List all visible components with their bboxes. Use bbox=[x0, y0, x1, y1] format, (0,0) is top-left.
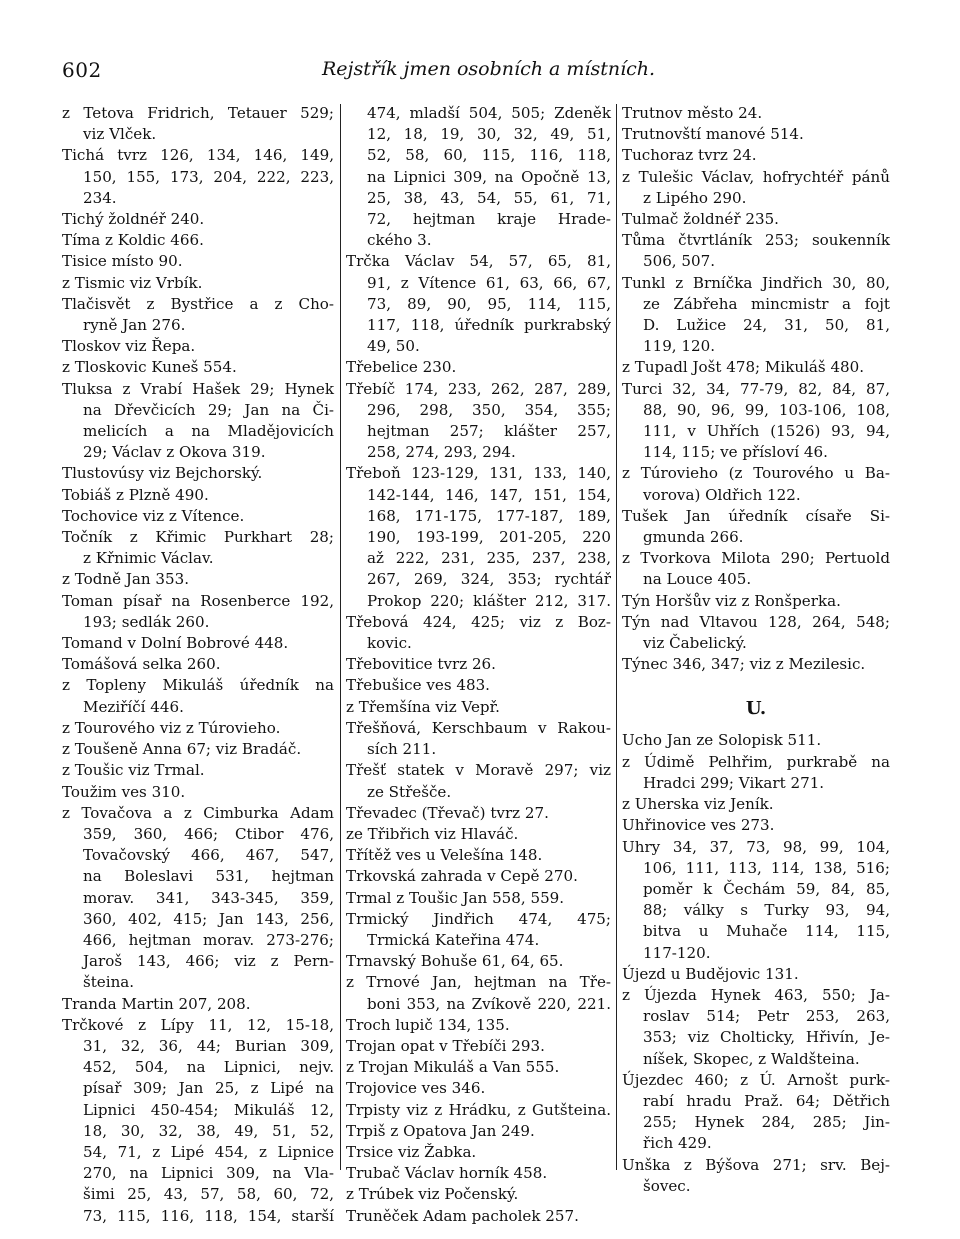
index-entry-continuation: Hradci 299; Vikart 271. bbox=[643, 773, 825, 792]
index-entry-continuation: Jaroš 143, 466; viz z Pern- bbox=[83, 952, 334, 971]
index-entry-continuation: Meziříčí 446. bbox=[83, 697, 184, 716]
page-number: 602 bbox=[62, 58, 102, 82]
index-entry-continuation: Prokop 220; klášter 212, 317. bbox=[367, 591, 611, 610]
index-entry-continuation: 466, hejtman morav. 273-276; bbox=[83, 930, 334, 949]
index-entry-continuation: 142-144, 146, 147, 151, 154, bbox=[367, 485, 611, 504]
index-entry-continuation: 255; Hynek 284, 285; Jin- bbox=[643, 1113, 890, 1132]
index-entry: Ucho Jan ze Solopisk 511. bbox=[622, 731, 822, 750]
index-entry: z Uherska viz Jeník. bbox=[622, 795, 774, 814]
index-entry-continuation: 88, 90, 96, 99, 103-106, 108, bbox=[643, 400, 890, 419]
index-entry: Trmický Jindřich 474, 475; bbox=[346, 909, 611, 928]
index-entry-continuation: 353; viz Cholticky, Hřivín, Je- bbox=[643, 1028, 890, 1047]
index-entry-continuation: poměr k Čechám 59, 84, 85, bbox=[643, 879, 890, 898]
index-entry: Třešňová, Kerschbaum v Rakou- bbox=[346, 718, 611, 737]
index-entry-continuation: 234. bbox=[83, 188, 117, 207]
index-entry-continuation: písař 309; Jan 25, z Lipé na bbox=[83, 1079, 334, 1098]
index-entry-continuation: bitva u Muhače 114, 115, bbox=[643, 922, 890, 941]
index-entry: Újezd u Budějovic 131. bbox=[622, 964, 799, 983]
index-entry: Troch lupič 134, 135. bbox=[346, 1015, 510, 1034]
index-entry: z Trnové Jan, hejtman na Tře- bbox=[346, 973, 611, 992]
index-column-3 bbox=[622, 103, 890, 1197]
index-entry-continuation: 117-120. bbox=[643, 943, 711, 962]
index-entry: Točník z Křimic Purkhart 28; bbox=[62, 528, 334, 547]
index-entry: Tisice místo 90. bbox=[62, 252, 183, 271]
section-heading-u: U. bbox=[745, 698, 767, 720]
index-entry-continuation: 168, 171-175, 177-187, 189, bbox=[367, 506, 611, 525]
index-entry: z Tourového viz z Túrovieho. bbox=[62, 718, 281, 737]
index-entry: Tůma čtvrtláník 253; soukenník bbox=[622, 231, 890, 250]
index-entry-continuation: šteina. bbox=[83, 973, 135, 992]
index-entry: Tochovice viz z Vítence. bbox=[62, 506, 245, 525]
index-entry-continuation: Lipnici 450-454; Mikuláš 12, bbox=[83, 1100, 334, 1119]
index-entry-continuation: 193; sedlák 260. bbox=[83, 612, 210, 631]
index-entry: z Tulešic Václav, hofrychtéř pánů bbox=[622, 167, 890, 186]
index-entry: Trpisty viz z Hrádku, z Gutšteina. bbox=[346, 1100, 611, 1119]
index-entry-continuation: 12, 18, 19, 30, 32, 49, 51, bbox=[367, 125, 611, 144]
index-entry: z Újezda Hynek 463, 550; Ja- bbox=[622, 985, 890, 1004]
index-entry-continuation: na Lipnici 309, na Opočně 13, bbox=[367, 167, 611, 186]
index-entry-continuation: 452, 504, na Lipnici, nejv. bbox=[83, 1058, 334, 1077]
column-divider bbox=[616, 104, 617, 1170]
index-entry: Třevadec (Třevač) tvrz 27. bbox=[346, 803, 549, 822]
index-entry-continuation: níšek, Skopec, z Waldšteina. bbox=[643, 1049, 860, 1068]
index-entry: Tušek Jan úředník císaře Si- bbox=[622, 506, 890, 525]
index-entry: Tomand v Dolní Bobrové 448. bbox=[62, 634, 289, 653]
index-entry: z Trúbek viz Počenský. bbox=[346, 1185, 519, 1204]
index-entry-continuation: ckého 3. bbox=[367, 231, 432, 250]
index-entry-continuation: 52, 58, 60, 115, 116, 118, bbox=[367, 146, 611, 165]
index-entry: Třešť statek v Moravě 297; viz bbox=[346, 761, 611, 780]
index-entry-continuation: 258, 274, 293, 294. bbox=[367, 443, 516, 462]
index-entry: Újezdec 460; z Ú. Arnošt purk- bbox=[622, 1070, 890, 1089]
index-entry-continuation: 111, v Uhřích (1526) 93, 94, bbox=[643, 422, 890, 441]
index-entry: Třebušice ves 483. bbox=[346, 676, 490, 695]
running-title: Rejstřík jmen osobních a místních. bbox=[322, 58, 656, 80]
index-entry: Tunkl z Brníčka Jindřich 30, 80, bbox=[622, 273, 890, 292]
index-entry: z Údimě Pelhřim, purkrabě na bbox=[622, 752, 890, 771]
index-entry-continuation: 359, 360, 466; Ctibor 476, bbox=[83, 824, 334, 843]
index-entry: z Tismic viz Vrbík. bbox=[62, 273, 203, 292]
index-entry-continuation: morav. 341, 343-345, 359, bbox=[83, 888, 334, 907]
index-entry: Tloskov viz Řepa. bbox=[62, 337, 196, 356]
index-entry: Unška z Býšova 271; srv. Bej- bbox=[622, 1155, 890, 1174]
index-entry-continuation: ze Zábřeha mincmistr a fojt bbox=[643, 294, 890, 313]
index-entry-continuation: až 222, 231, 235, 237, 238, bbox=[367, 549, 611, 568]
index-entry: Tobiáš z Plzně 490. bbox=[62, 485, 209, 504]
index-entry-continuation: hejtman 257; klášter 257, bbox=[367, 422, 611, 441]
index-entry: z Tvorkova Milota 290; Pertuold bbox=[622, 549, 890, 568]
index-entry: Trkovská zahrada v Cepě 270. bbox=[346, 867, 578, 886]
index-entry: Trpiš z Opatova Jan 249. bbox=[346, 1121, 535, 1140]
index-entry-continuation: na Dřevčicích 29; Jan na Či- bbox=[83, 400, 334, 419]
index-entry: Tíma z Koldic 466. bbox=[62, 231, 204, 250]
index-entry-continuation: 73, 89, 90, 95, 114, 115, bbox=[367, 294, 611, 313]
index-entry: z Toušeně Anna 67; viz Bradáč. bbox=[62, 740, 302, 759]
index-entry-continuation: 88; války s Turky 93, 94, bbox=[643, 901, 890, 920]
index-entry-continuation: viz Čabelický. bbox=[643, 634, 747, 653]
index-entry-continuation: Trmická Kateřina 474. bbox=[367, 930, 540, 949]
index-entry-continuation: 18, 30, 32, 38, 49, 51, 52, bbox=[83, 1121, 334, 1140]
index-entry-continuation: 114, 115; ve přísloví 46. bbox=[643, 443, 828, 462]
index-entry: Třebelice 230. bbox=[346, 358, 457, 377]
index-entry-continuation: 296, 298, 350, 354, 355; bbox=[367, 400, 611, 419]
index-entry: ze Třibřich viz Hlaváč. bbox=[346, 824, 519, 843]
index-entry: Toužim ves 310. bbox=[62, 782, 186, 801]
index-entry-continuation: 117, 118, úředník purkrabský bbox=[367, 316, 611, 335]
index-entry: z Tetova Fridrich, Tetauer 529; bbox=[62, 104, 334, 122]
index-entry-continuation: 25, 38, 43, 54, 55, 61, 71, bbox=[367, 188, 611, 207]
index-entry-continuation: D. Lužice 24, 31, 50, 81, bbox=[643, 316, 890, 335]
index-entry: Uhřinovice ves 273. bbox=[622, 816, 775, 835]
index-entry: z Tovačova a z Cimburka Adam bbox=[62, 803, 334, 822]
index-entry: Trmal z Toušic Jan 558, 559. bbox=[346, 888, 565, 907]
index-entry-continuation: 91, z Vítence 61, 63, 66, 67, bbox=[367, 273, 611, 292]
index-column-2 bbox=[346, 103, 611, 1227]
index-entry-continuation: 119, 120. bbox=[643, 337, 716, 356]
index-entry: Třebovitice tvrz 26. bbox=[346, 655, 496, 674]
index-entry: Trojan opat v Třebíči 293. bbox=[346, 1036, 545, 1055]
index-entry-continuation: 506, 507. bbox=[643, 252, 716, 271]
column-divider bbox=[340, 104, 341, 1170]
index-entry: Tluksa z Vrabí Hašek 29; Hynek bbox=[62, 379, 334, 398]
index-entry: Tichý žoldnéř 240. bbox=[62, 210, 205, 229]
index-entry-continuation: 190, 193-199, 201-205, 220 bbox=[367, 528, 611, 547]
index-entry: Truněček Adam pacholek 257. bbox=[346, 1206, 579, 1225]
index-entry-continuation: 474, mladší 504, 505; Zdeněk bbox=[367, 104, 611, 122]
index-entry-continuation: boni 353, na Zvíkově 220, 221. bbox=[367, 994, 611, 1013]
index-entry: Třebíč 174, 233, 262, 287, 289, bbox=[346, 379, 611, 398]
index-entry: Třítěž ves u Velešína 148. bbox=[346, 846, 543, 865]
index-entry: Turci 32, 34, 77-79, 82, 84, 87, bbox=[622, 379, 890, 398]
index-entry-continuation: 72, hejtman kraje Hrade- bbox=[367, 210, 611, 229]
index-entry: Trčkové z Lípy 11, 12, 15-18, bbox=[62, 1015, 334, 1034]
index-entry-continuation: 73, 115, 116, 118, 154, starší bbox=[83, 1206, 334, 1225]
index-column-3-before bbox=[622, 103, 890, 675]
index-entry: Tichá tvrz 126, 134, 146, 149, bbox=[62, 146, 334, 165]
index-entry-continuation: kovic. bbox=[367, 634, 412, 653]
index-entry-continuation: 360, 402, 415; Jan 143, 256, bbox=[83, 909, 334, 928]
index-entry-continuation: Tovačovský 466, 467, 547, bbox=[83, 846, 334, 865]
index-entry-continuation: rabí hradu Praž. 64; Dětřich bbox=[643, 1091, 890, 1110]
index-entry: Týn Horšův viz z Ronšperka. bbox=[622, 591, 841, 610]
index-entry: Trnavský Bohuše 61, 64, 65. bbox=[346, 952, 564, 971]
index-entry-continuation: na Boleslavi 531, hejtman bbox=[83, 867, 334, 886]
index-entry: Týn nad Vltavou 128, 264, 548; bbox=[622, 612, 890, 631]
index-entry: Tomášová selka 260. bbox=[62, 655, 221, 674]
index-entry-continuation: gmunda 266. bbox=[643, 528, 744, 547]
index-entry: Toman písař na Rosenberce 192, bbox=[62, 591, 334, 610]
index-entry-continuation: na Louce 405. bbox=[643, 570, 752, 589]
index-entry: z Třemšína viz Vepř. bbox=[346, 697, 500, 716]
index-entry: Trojovice ves 346. bbox=[346, 1079, 486, 1098]
index-entry: Tlačisvět z Bystřice a z Cho- bbox=[62, 294, 334, 313]
index-entry-continuation: 270, na Lipnici 309, na Vla- bbox=[83, 1164, 334, 1183]
index-column-3-after bbox=[622, 730, 890, 1196]
index-entry-continuation: 150, 155, 173, 204, 222, 223, bbox=[83, 167, 334, 186]
index-entry: z Toušic viz Trmal. bbox=[62, 761, 205, 780]
index-entry: z Trojan Mikuláš a Van 555. bbox=[346, 1058, 560, 1077]
index-entry-continuation: 54, 71, z Lipé 454, z Lipnice bbox=[83, 1142, 334, 1161]
index-column-1 bbox=[62, 103, 334, 1227]
index-entry-continuation: z Křnimic Václav. bbox=[83, 549, 214, 568]
index-entry-continuation: ze Střešče. bbox=[367, 782, 452, 801]
index-entry: z Todně Jan 353. bbox=[62, 570, 190, 589]
index-entry-continuation: melicích a na Mladějovicích bbox=[83, 422, 334, 441]
index-entry: Trčka Václav 54, 57, 65, 81, bbox=[346, 252, 611, 271]
index-entry-continuation: 29; Václav z Okova 319. bbox=[83, 443, 266, 462]
index-entry-continuation: sích 211. bbox=[367, 740, 437, 759]
index-entry-continuation: šovec. bbox=[643, 1176, 691, 1195]
index-entry-continuation: z Lipého 290. bbox=[643, 188, 747, 207]
index-entry-continuation: ryně Jan 276. bbox=[83, 316, 186, 335]
index-entry: z Tloskovic Kuneš 554. bbox=[62, 358, 237, 377]
index-entry: Trutnovští manové 514. bbox=[622, 125, 804, 144]
index-entry-continuation: 49, 50. bbox=[367, 337, 420, 356]
index-entry: Třebová 424, 425; viz z Boz- bbox=[346, 612, 611, 631]
index-entry: Tulmač žoldnéř 235. bbox=[622, 210, 779, 229]
index-entry: Uhry 34, 37, 73, 98, 99, 104, bbox=[622, 837, 890, 856]
index-entry: Trsice viz Žabka. bbox=[346, 1142, 477, 1161]
index-entry: Trubač Václav horník 458. bbox=[346, 1164, 548, 1183]
index-entry-continuation: řich 429. bbox=[643, 1134, 712, 1153]
index-entry-continuation: šimi 25, 43, 57, 58, 60, 72, bbox=[83, 1185, 334, 1204]
index-entry-continuation: 106, 111, 113, 114, 138, 516; bbox=[643, 858, 890, 877]
index-entry-continuation: vorova) Oldřich 122. bbox=[643, 485, 801, 504]
index-entry: Trutnov město 24. bbox=[622, 104, 763, 122]
index-entry: z Topleny Mikuláš úředník na bbox=[62, 676, 334, 695]
index-entry: Tlustovúsy viz Bejchorský. bbox=[62, 464, 263, 483]
index-entry: Tuchoraz tvrz 24. bbox=[622, 146, 757, 165]
index-entry-continuation: 31, 32, 36, 44; Burian 309, bbox=[83, 1036, 334, 1055]
index-entry: Tranda Martin 207, 208. bbox=[62, 994, 251, 1013]
index-entry: Třeboň 123-129, 131, 133, 140, bbox=[346, 464, 611, 483]
index-entry: z Túrovieho (z Tourového u Ba- bbox=[622, 464, 890, 483]
index-entry-continuation: 267, 269, 324, 353; rychtář bbox=[367, 570, 611, 589]
index-entry-continuation: viz Vlček. bbox=[83, 125, 157, 144]
index-entry-continuation: roslav 514; Petr 253, 263, bbox=[643, 1007, 890, 1026]
index-entry: Týnec 346, 347; viz z Mezilesic. bbox=[622, 655, 866, 674]
index-entry: z Tupadl Jošt 478; Mikuláš 480. bbox=[622, 358, 865, 377]
